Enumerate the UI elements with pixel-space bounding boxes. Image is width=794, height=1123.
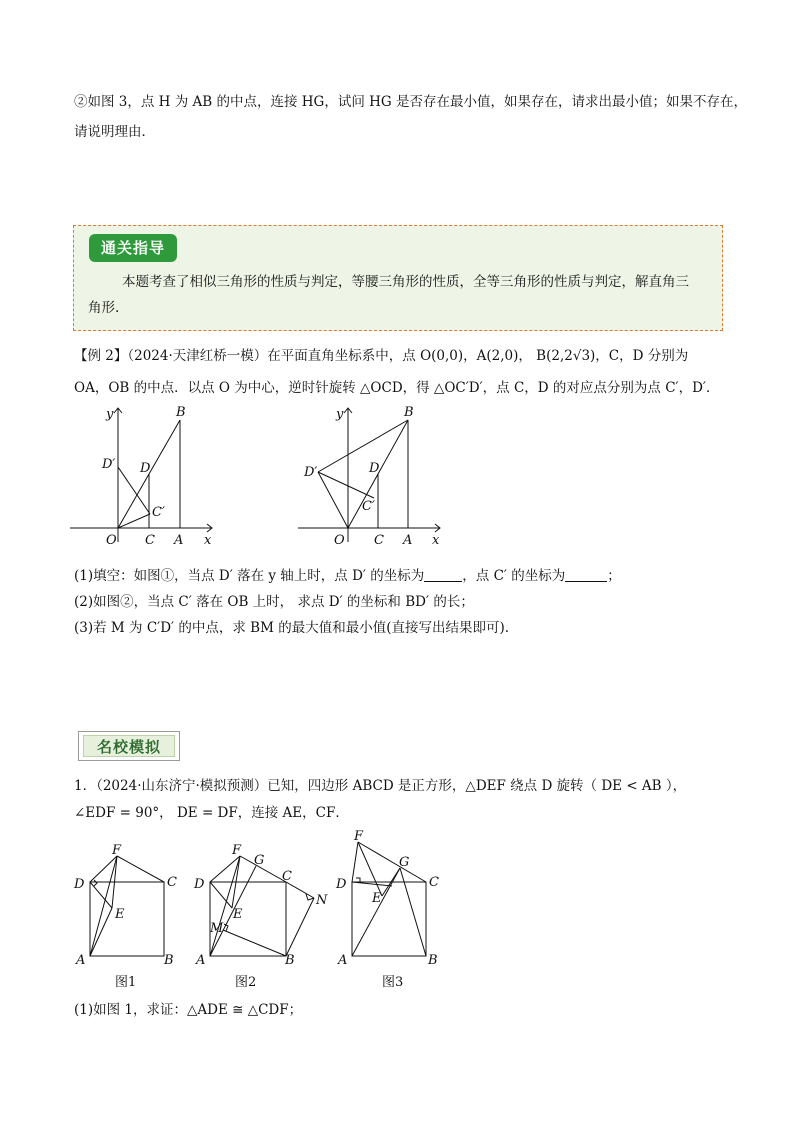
figure-caption-1: 图1	[115, 975, 137, 990]
label-C: C	[374, 533, 384, 548]
label-x: x	[204, 533, 212, 548]
q1-mid: ，点 C′ 的坐标为	[462, 568, 566, 584]
example-2-q2: (2)如图②，当点 C′ 落在 OB 上时， 求点 D′ 的坐标和 BD′ 的长；	[74, 594, 474, 610]
q1-text: (1)填空：如图①，当点 D′ 落在 y 轴上时，点 D′ 的坐标为	[74, 568, 425, 584]
segment-AG-3	[352, 868, 400, 956]
fig1-label-A: A	[76, 953, 86, 968]
fig1-label-B: B	[164, 953, 174, 968]
label-D-prime: D′	[102, 457, 116, 472]
figure-caption-3: 图3	[382, 975, 404, 990]
segment-FC-3	[358, 842, 426, 882]
question-2-line-2: 请说明理由．	[74, 124, 155, 140]
fig2-label-N: N	[316, 893, 328, 908]
fig1-label-C: C	[167, 875, 177, 890]
figure-2-shape	[210, 856, 314, 956]
guide-text-line-2: 角形.	[88, 300, 120, 316]
problem-1-line-2: ∠EDF = 90°， DE = DF，连接 AE，CF．	[74, 805, 349, 821]
fig2-label-A: A	[196, 953, 206, 968]
example-2-q3: (3)若 M 为 C′D′ 的中点，求 BM 的最大值和最小值(直接写出结果即可).	[74, 620, 510, 636]
fig2-label-E: E	[233, 907, 243, 922]
figure-3-shape	[352, 842, 426, 956]
answer-blank-1[interactable]	[424, 567, 462, 582]
problem-1-figures	[70, 826, 450, 996]
label-C-prime: C′	[362, 499, 375, 514]
segment-DF-3	[352, 842, 358, 882]
fig1-label-E: E	[115, 907, 125, 922]
label-B: B	[404, 405, 414, 420]
example-2-q1	[74, 566, 621, 586]
fig3-label-F: F	[354, 829, 364, 844]
guide-box	[73, 225, 723, 331]
example-2-line-2: OA，OB 的中点．以点 O 为中心，逆时针旋转 △OCD，得 △OC′D′，点 C，D 的对应点分别为点 C′，D′．	[74, 380, 720, 396]
problem-1-line-1: 1．（2024·山东济宁·模拟预测）已知，四边形 ABCD 是正方形，△DEF 绕点 D 旋转（ DE < AB ），	[74, 778, 687, 794]
square-ABCD-1	[90, 882, 164, 956]
segment-DE-3	[352, 882, 392, 886]
guide-badge: 通关指导	[89, 234, 177, 262]
segment-CN-2	[286, 882, 314, 898]
figure-caption-2: 图2	[235, 975, 257, 990]
label-A: A	[174, 533, 184, 548]
guide-text-line-1: 本题考查了相似三角形的性质与判定，等腰三角形的性质，全等三角形的性质与判定，解直角三	[122, 274, 689, 290]
label-D: D	[140, 461, 151, 476]
fig3-label-E: E	[372, 891, 382, 906]
fig3-label-G: G	[399, 855, 410, 870]
segment-GB-3	[400, 868, 426, 956]
label-O: O	[106, 533, 117, 548]
example-2-figure-2	[298, 402, 458, 552]
figure-1-shape	[90, 856, 164, 956]
label-x: x	[432, 533, 440, 548]
right-angle-mark-1	[94, 880, 97, 886]
fig2-label-M: M	[210, 921, 224, 936]
label-D: D	[369, 461, 380, 476]
label-C-prime: C′	[152, 505, 165, 520]
fig3-label-B: B	[428, 953, 438, 968]
label-A: A	[403, 533, 413, 548]
fig3-label-D: D	[336, 877, 347, 892]
fig3-label-C: C	[429, 875, 439, 890]
fig2-label-C: C	[282, 869, 292, 884]
segment-BN-2	[286, 898, 314, 956]
fig2-label-G: G	[254, 853, 265, 868]
segment-AF-1	[90, 856, 117, 956]
fig3-label-A: A	[338, 953, 348, 968]
fig2-label-D: D	[194, 877, 205, 892]
label-O: O	[334, 533, 345, 548]
segment-MB-2	[223, 930, 286, 956]
segment-FE-3	[358, 842, 382, 896]
label-D-prime: D′	[304, 465, 318, 480]
segment-DF-2	[210, 856, 240, 882]
fig1-label-F: F	[112, 843, 122, 858]
problem-1-q1: (1)如图 1，求证：△ADE ≅ △CDF；	[74, 1002, 303, 1018]
fig2-label-B: B	[285, 953, 295, 968]
label-B: B	[176, 405, 186, 420]
fig2-label-F: F	[232, 843, 242, 858]
segment-DF-1	[90, 856, 117, 882]
question-2-line-1: ②如图 3，点 H 为 AB 的中点，连接 HG，试问 HG 是否存在最小值，如果存在，请求出最小值；如果不存在，	[74, 94, 747, 110]
school-badge-label: 名校模拟	[83, 735, 175, 757]
label-C: C	[145, 533, 155, 548]
q1-end: ；	[607, 568, 621, 584]
school-simulation-badge	[78, 731, 180, 761]
label-y: y	[106, 407, 114, 422]
example-2-line-1: 【例 2】（2024·天津红桥一模）在平面直角坐标系中，点 O(0,0)，A(2,0)， B(2,2√3)，C，D 分别为	[74, 348, 689, 364]
segment-FC-1	[117, 856, 164, 882]
answer-blank-2[interactable]	[565, 567, 607, 582]
segment-D-prime-C-prime	[318, 472, 374, 498]
segment-OC-prime	[118, 514, 150, 528]
fig1-label-D: D	[74, 877, 85, 892]
label-y: y	[336, 407, 344, 422]
example-2-figure-1	[70, 402, 230, 552]
segment-OD-prime	[318, 472, 348, 528]
segment-D-prime-B	[318, 420, 408, 472]
